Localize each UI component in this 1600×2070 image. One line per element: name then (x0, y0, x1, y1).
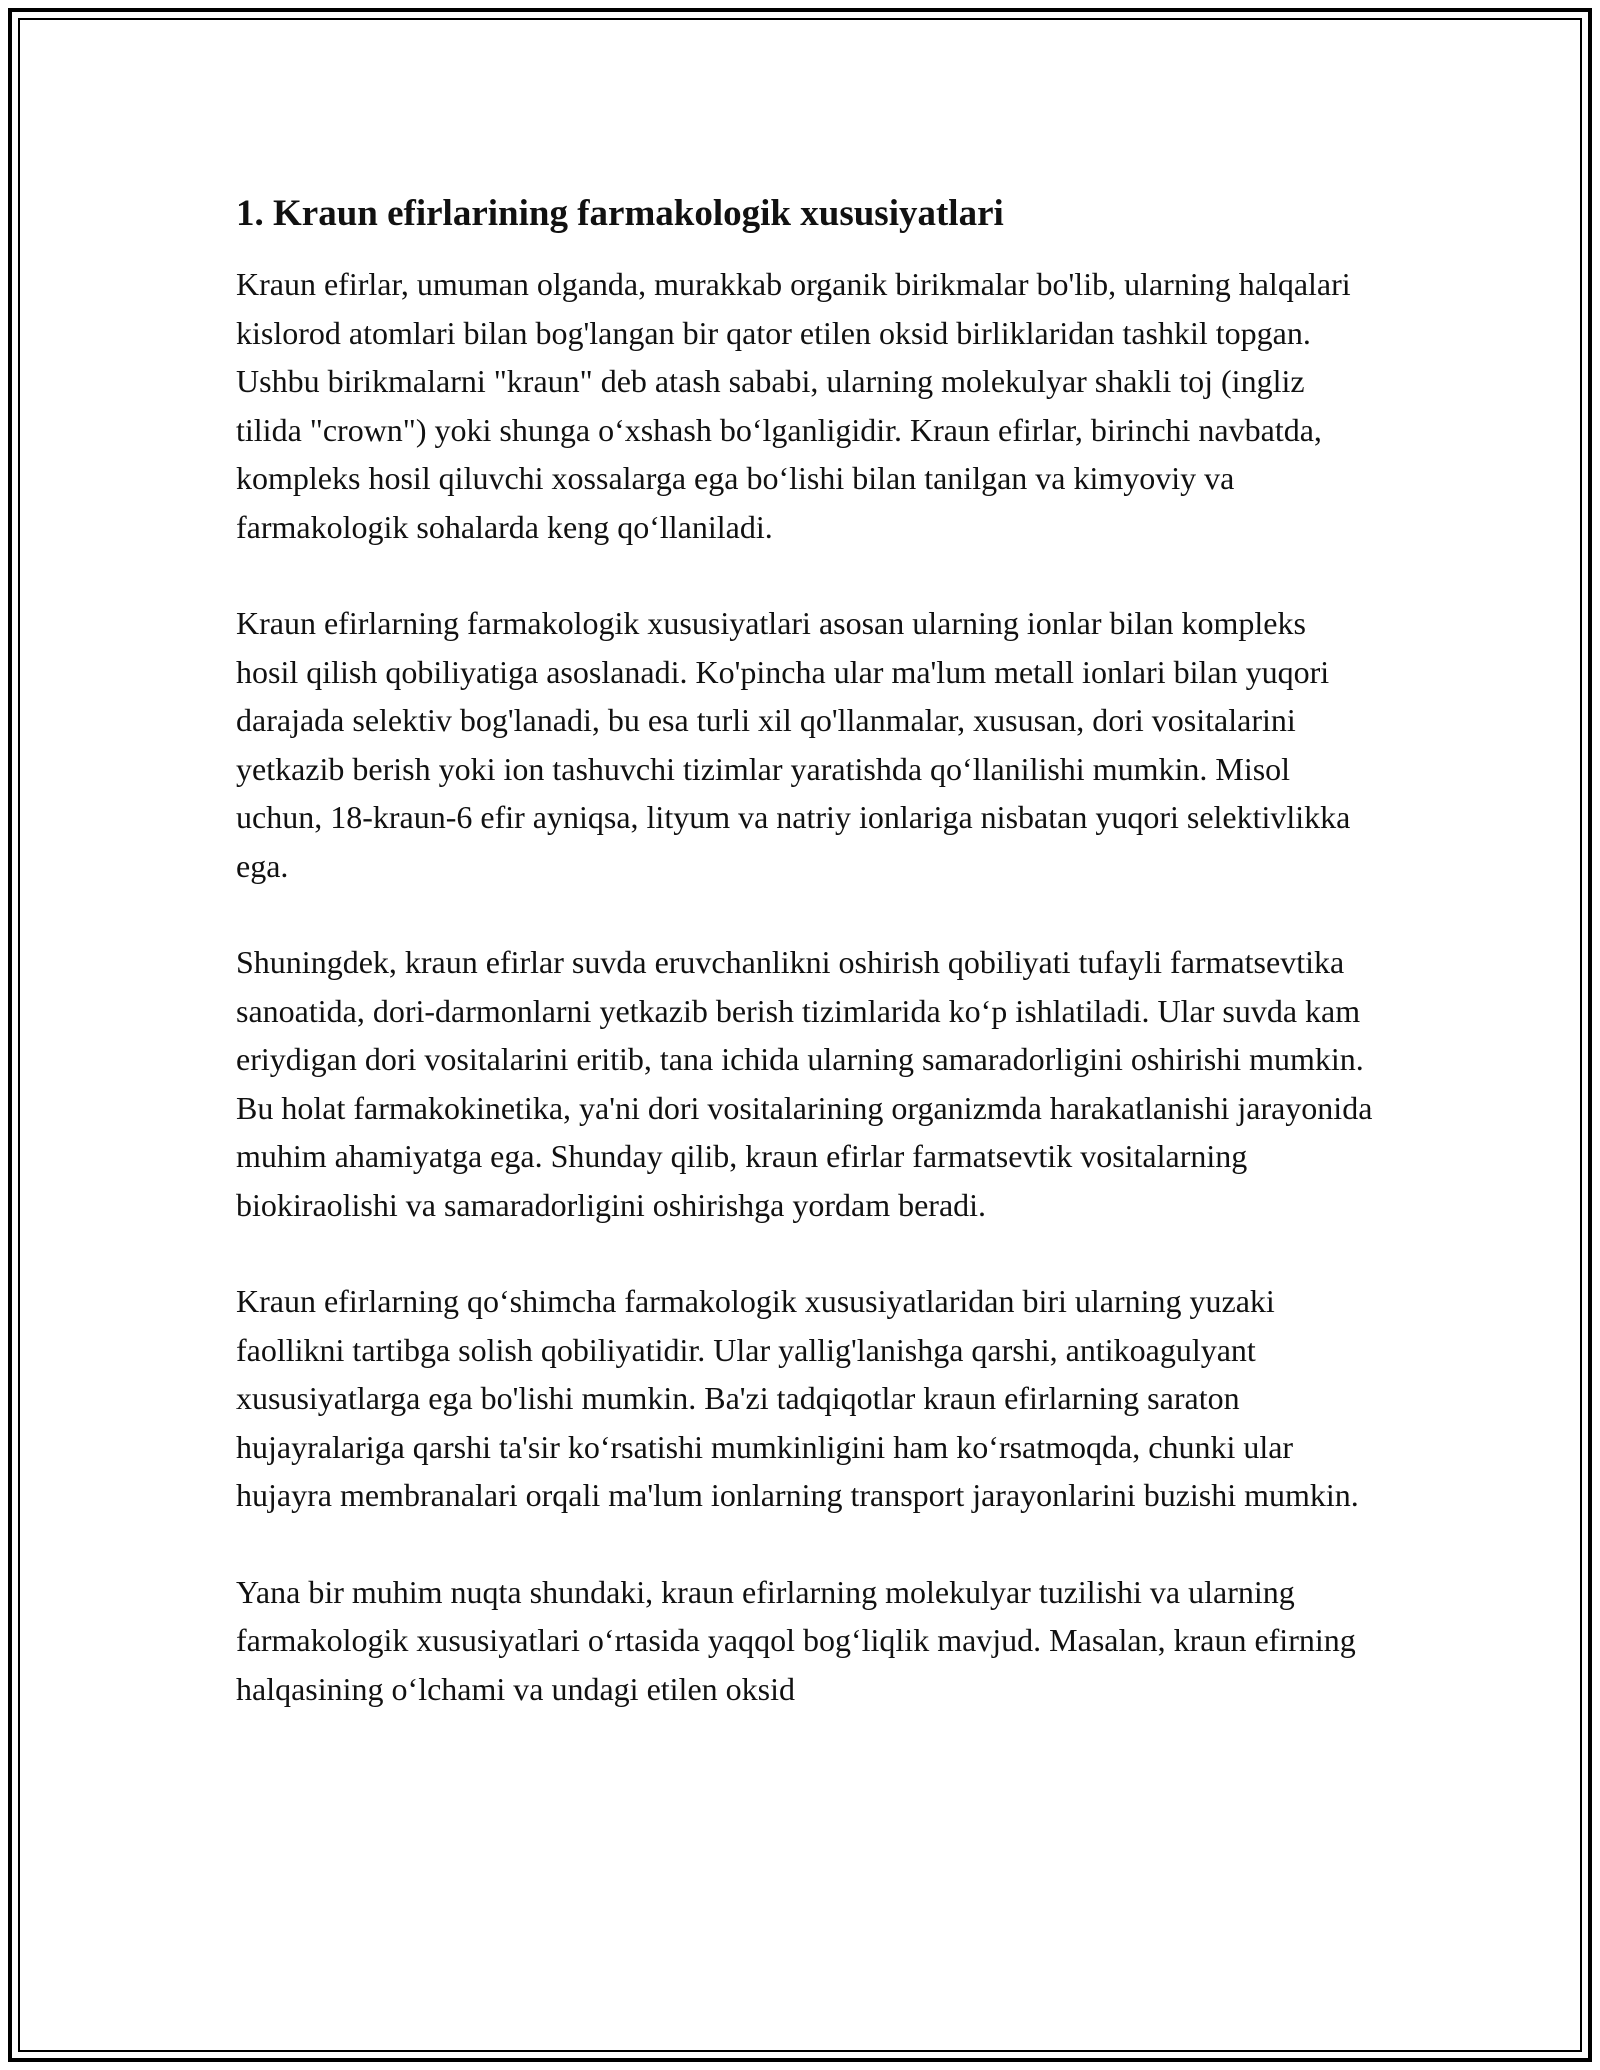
document-body (236, 190, 1376, 1761)
paragraph-3: Shuningdek, kraun efirlar suvda eruvchanlikni oshirish qobiliyati tufayli farmatsevtika sanoatida, dori-darmonlarni yetkazib berish tizimlarida ko‘p ishlatiladi. Ular suvda kam eriydigan dori vositalarini eritib, tana ichida ularning samaradorligini oshirishi mumkin. Bu holat farmakokinetika, ya'ni dori vositalarining organizmda harakatlanishi jarayonida muhim ahamiyatga ega. Shunday qilib, kraun efirlar farmatsevtik vositalarning biokiraolishi va samaradorligini oshirishga yordam beradi. (236, 944, 1373, 1223)
paragraph-4: Kraun efirlarning qo‘shimcha farmakologik xususiyatlaridan biri ularning yuzaki faollikni tartibga solish qobiliyatidir. Ular yallig'lanishga qarshi, antikoagulyant xususiyatlarga ega bo'lishi mumkin. Ba'zi tadqiqotlar kraun efirlarning saraton hujayralariga qarshi ta'sir ko‘rsatishi mumkinligini ham ko‘rsatmoqda, chunki ular hujayra membranalari orqali ma'lum ionlarning transport jarayonlarini buzishi mumkin. (236, 1283, 1359, 1513)
paragraph-1: Kraun efirlar, umuman olganda, murakkab organik birikmalar bo'lib, ularning halqalari kislorod atomlari bilan bog'langan bir qator etilen oksid birliklaridan tashkil topgan. Ushbu birikmalarni "kraun" deb atash sababi, ularning molekulyar shakli toj (ingliz tilida "crown") yoki shunga o‘xshash bo‘lganligidir. Kraun efirlar, birinchi navbatda, kompleks hosil qiluvchi xossalarga ega bo‘lishi bilan tanilgan va kimyoviy va farmakologik sohalarda keng qo‘llaniladi. (236, 266, 1351, 545)
section-heading: 1. Kraun efirlarining farmakologik xususiyatlari (236, 193, 1004, 234)
paragraph-5: Yana bir muhim nuqta shundaki, kraun efirlarning molekulyar tuzilishi va ularning farmakologik xususiyatlari o‘rtasida yaqqol bog‘liqlik mavjud. Masalan, kraun efirning halqasining o‘lchami va undagi etilen oksid (236, 1573, 1356, 1707)
paragraph-2: Kraun efirlarning farmakologik xususiyatlari asosan ularning ionlar bilan kompleks hosil qilish qobiliyatiga asoslanadi. Ko'pincha ular ma'lum metall ionlari bilan yuqori darajada selektiv bog'lanadi, bu esa turli xil qo'llanmalar, xususan, dori vositalarini yetkazib berish yoki ion tashuvchi tizimlar yaratishda qo‘llanilishi mumkin. Misol uchun, 18-kraun-6 efir ayniqsa, lityum va natriy ionlariga nisbatan yuqori selektivlikka ega. (236, 605, 1351, 884)
